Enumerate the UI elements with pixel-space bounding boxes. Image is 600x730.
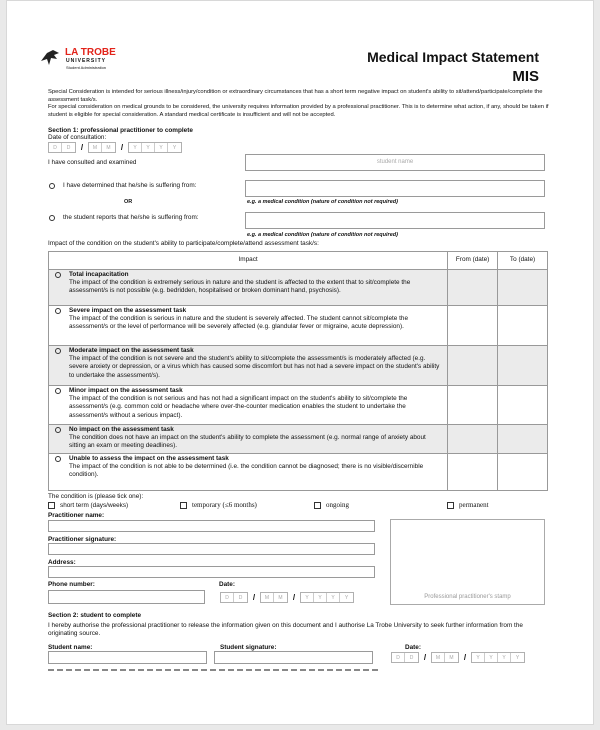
logo-dept: Student Administration (66, 65, 107, 70)
student-date-field[interactable] (391, 652, 525, 663)
sep: / (423, 653, 427, 662)
impact-radio[interactable] (55, 388, 61, 394)
student-name-placeholder: student name (376, 159, 414, 165)
checkbox[interactable] (180, 502, 187, 509)
impact-radio[interactable] (55, 348, 61, 354)
intro-p1: Special Consideration is intended for serious illness/injury/condition or extraordinary circumstances that has a short term negative impact on student's ability to sit/attend/participate/complete the assessment task/s. (48, 89, 543, 103)
impact-table (48, 251, 548, 491)
practitioner-signature-label: Practitioner signature: (48, 536, 117, 543)
impact-desc: The impact of the condition is not able to be determined (i.e. the condition cannot be diagnosed; there is no visible/discernible condition). (69, 463, 424, 479)
phone-label: Phone number: (48, 581, 95, 588)
y: Y (301, 593, 314, 602)
option-label: permanent (459, 501, 489, 509)
d: D (392, 653, 405, 662)
d: D (49, 143, 62, 152)
y: Y (129, 143, 142, 152)
practitioner-name-input[interactable] (48, 520, 375, 532)
student-signature-label: Student signature: (220, 644, 277, 651)
d: D (238, 595, 243, 601)
intro (48, 89, 553, 119)
address-input[interactable] (48, 566, 375, 578)
reported-condition-input[interactable] (245, 212, 545, 229)
sep: / (120, 143, 124, 152)
y: Y (344, 595, 349, 601)
y: Y (314, 593, 327, 602)
cut-off-text-line (48, 669, 378, 671)
header-from: From (date) (448, 252, 498, 270)
condition-hint: e.g. a medical condition (nature of condition not required) (247, 199, 398, 205)
determined-condition-input[interactable] (245, 180, 545, 197)
header-to: To (date) (498, 252, 548, 270)
determined-label: I have determined that he/she is suffering from: (63, 182, 197, 189)
y: Y (472, 653, 485, 662)
m: M (261, 593, 274, 602)
m: M (89, 143, 102, 152)
doc-code: MIS (512, 68, 539, 85)
condition-label: The condition is (please tick one): (48, 493, 144, 500)
student-date-label: Date: (405, 644, 421, 651)
consulted-label: I have consulted and examined (48, 159, 137, 166)
doc-title: Medical Impact Statement (367, 49, 539, 65)
section1-heading: Section 1: professional practitioner to complete (48, 127, 193, 134)
impact-desc: The impact of the condition is extremely serious in nature and the student is affected to the extent that to sit/complete the assessment/s is not possible (e.g. bedridden, hospitalised or broken dominant hand, psychosis). (69, 279, 411, 295)
m: M (449, 655, 454, 661)
to-date-cell[interactable] (498, 306, 548, 346)
impact-radio[interactable] (55, 427, 61, 433)
consultation-date-field[interactable] (48, 142, 182, 153)
student-name-input[interactable] (245, 154, 545, 171)
impact-title: Unable to assess the impact on the assessment task (69, 455, 229, 462)
table-row (49, 386, 548, 425)
impact-radio[interactable] (55, 308, 61, 314)
or-label: OR (124, 199, 133, 205)
student-signature-field[interactable] (214, 651, 373, 664)
table-row (49, 346, 548, 386)
table-row (49, 425, 548, 454)
phone-input[interactable] (48, 590, 205, 604)
option-label: ongoing (326, 501, 349, 509)
table-row (49, 454, 548, 491)
impact-title: Severe impact on the assessment task (69, 307, 187, 314)
impact-desc: The impact of the condition is not serious and has not had a significant impact on the student's ability to sit/complete the assessment/s (e.g. common cold or headache where over-the-counter medication enables the student to undertake the assessment/s without a serious impact). (69, 395, 408, 419)
determined-radio[interactable] (49, 183, 55, 189)
header-impact: Impact (49, 252, 448, 270)
to-date-cell[interactable] (498, 270, 548, 306)
section2-text: I hereby authorise the professional practitioner to release the information given on this document and I authorise La Trobe University to seek further information from the originating source. (48, 622, 523, 637)
y: Y (485, 653, 498, 662)
from-date-cell[interactable] (448, 270, 498, 306)
m: M (278, 595, 283, 601)
condition-temporary[interactable] (180, 501, 257, 509)
from-date-cell[interactable] (448, 306, 498, 346)
eagle-logo-icon (39, 47, 61, 67)
table-row (49, 306, 548, 346)
to-date-cell[interactable] (498, 346, 548, 386)
student-name-label: Student name: (48, 644, 93, 651)
stamp-label: Professional practitioner's stamp (424, 594, 511, 600)
consultation-date-label: Date of consultation: (48, 134, 107, 141)
y: Y (327, 593, 340, 602)
impact-desc: The condition does not have an impact on the student's ability to complete the assessment (e.g. normal range of anxiety about sitting an exam or meeting deadlines). (69, 434, 426, 450)
logo-sub: UNIVERSITY (66, 58, 107, 64)
practitioner-name-label: Practitioner name: (48, 512, 105, 519)
sep: / (292, 593, 296, 602)
impact-title: Minor impact on the assessment task (69, 387, 183, 394)
address-label: Address: (48, 559, 76, 566)
to-date-cell[interactable] (498, 425, 548, 454)
y: Y (498, 653, 511, 662)
from-date-cell[interactable] (448, 346, 498, 386)
d: D (66, 145, 71, 151)
m: M (432, 653, 445, 662)
section2-heading: Section 2: student to complete (48, 612, 142, 619)
logo-name: LA TROBE (65, 47, 116, 58)
y: Y (515, 655, 520, 661)
impact-radio[interactable] (55, 272, 61, 278)
checkbox[interactable] (447, 502, 454, 509)
y: Y (172, 145, 177, 151)
practitioner-date-field[interactable] (220, 592, 354, 603)
table-row (49, 270, 548, 306)
sep: / (463, 653, 467, 662)
condition-ongoing[interactable] (314, 501, 349, 509)
condition-permanent[interactable] (447, 501, 489, 509)
impact-radio[interactable] (55, 456, 61, 462)
checkbox[interactable] (314, 502, 321, 509)
impact-heading: Impact of the condition on the student's ability to participate/complete/attend assessment task/s: (48, 240, 319, 247)
impact-title: No impact on the assessment task (69, 426, 174, 433)
sep: / (80, 143, 84, 152)
d: D (409, 655, 414, 661)
y: Y (142, 143, 155, 152)
checkbox[interactable] (48, 502, 55, 509)
stamp-box[interactable] (390, 519, 545, 605)
impact-title: Total incapacitation (69, 271, 129, 278)
option-label: short term (days/weeks) (60, 502, 129, 510)
intro-p2: For special consideration on medical grounds to be considered, the university requires information provided by a professional practitioner. This is to determine what action, if any, should be taken if student is eligible for special consideration. A standard medical certificate is insufficient and will not be accepted. (48, 104, 549, 118)
document-page (6, 0, 594, 725)
impact-title: Moderate impact on the assessment task (69, 347, 194, 354)
practitioner-signature-input[interactable] (48, 543, 375, 555)
option-label: temporary (≤6 months) (192, 501, 257, 509)
to-date-cell[interactable] (498, 386, 548, 425)
to-date-cell[interactable] (498, 454, 548, 491)
condition-short-term[interactable] (48, 502, 128, 510)
y: Y (155, 143, 168, 152)
from-date-cell[interactable] (448, 454, 498, 491)
reports-radio[interactable] (49, 215, 55, 221)
condition-hint: e.g. a medical condition (nature of condition not required) (247, 232, 398, 238)
from-date-cell[interactable] (448, 386, 498, 425)
d: D (221, 593, 234, 602)
from-date-cell[interactable] (448, 425, 498, 454)
m: M (106, 145, 111, 151)
sep: / (252, 593, 256, 602)
practitioner-date-label: Date: (219, 581, 235, 588)
impact-desc: The impact of the condition is serious in nature and the student is severely affected. The student cannot sit/complete the assessment/s or the level of performance will be severely affected (e.g. glandular fever or migraine, acute depression). (69, 315, 409, 331)
student-name-field[interactable] (48, 651, 207, 664)
reports-label: the student reports that he/she is suffering from: (63, 214, 199, 221)
impact-desc: The impact of the condition is not severe and the student's ability to sit/complete the assessment/s is moderately affected (e.g. severe anxiety or depression, or a virus which has caused some discomfort but has not had a severe impact on the student's ability to undertake the assessment/s). (69, 355, 440, 379)
